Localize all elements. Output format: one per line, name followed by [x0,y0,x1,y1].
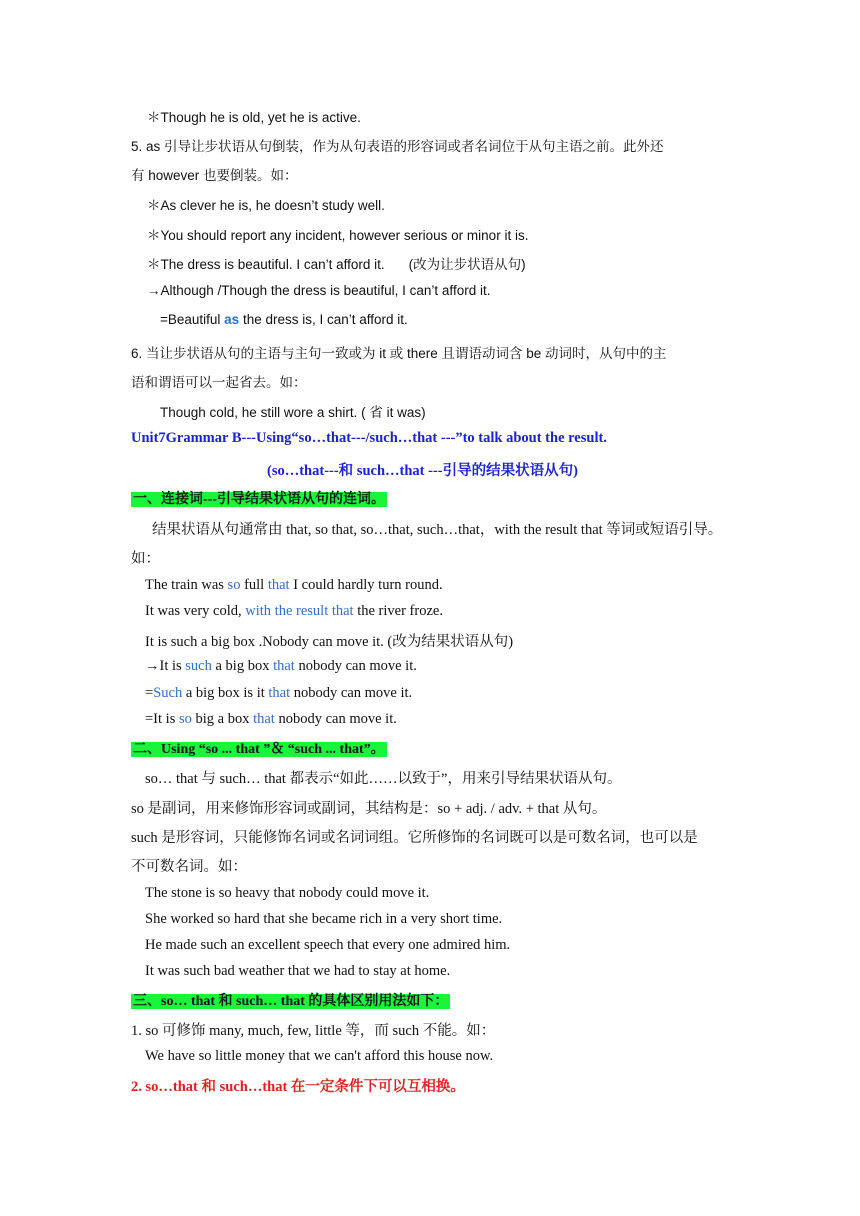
example-so-big-a-box: =It is so big a box that nobody can move it. [145,711,397,727]
such-explanation-2: 不可数名词。如： [131,859,247,875]
example-beautiful-as: =Beautiful as the dress is, I can’t afford it. [160,312,408,327]
rule-5-line-2: 有 however 也要倒装。如： [131,168,298,183]
unit-subtitle: (so…that---和 such…that ---引导的结果状语从句) [267,463,578,479]
so-explanation: so 是副词，用来修饰形容词或副词，其结构是：so + adj. / adv. + that 从句。 [131,801,607,817]
point-2: 2. so…that 和 such…that 在一定条件下可以互相换。 [131,1079,465,1095]
section-3-heading: 三、so… that 和 such… that 的具体区别用法如下： [133,994,449,1009]
point-1: 1. so 可修饰 many, much, few, little 等，而 such 不能。如： [131,1023,496,1039]
section-1-intro: 结果状语从句通常由 that, so that, so…that, such…that，with the result that 等词或短语引导。 [152,522,723,538]
example-very-cold: It was very cold, with the result that the river froze. [145,603,443,619]
section-1-heading: 一、连接词---引导结果状语从句的连词。 [133,492,385,507]
such-explanation-1: such 是形容词，只能修饰名词或名词词组。它所修饰的名词既可以是可数名词，也可以是 [131,830,698,846]
example-train-full: The train was so full that I could hardly turn round. [145,577,443,593]
rule-5-line-1: 5. as 引导让步状语从句倒装，作为从句表语的形容词或者名词位于从句主语之前。此外还 [131,139,664,154]
section-2-heading: 二、Using “so ... that ”＆ “such ... that”。 [133,742,385,757]
example-such-inverted: =Such a big box is it that nobody can move it. [145,685,413,701]
section-1-ru: 如： [131,551,160,567]
example-stone-heavy: The stone is so heavy that nobody could move it. [145,885,430,901]
example-such-big-box: →It is such a big box that nobody can move it. [145,658,417,674]
example-worked-hard: She worked so hard that she became rich in a very short time. [145,911,503,927]
example-excellent-speech: He made such an excellent speech that every one admired him. [145,937,511,953]
section-2-intro: so… that 与 such… that 都表示“如此……以致于”，用来引导结果状语从句。 [145,771,622,787]
rule-6-line-2: 语和谓语可以一起省去。如： [131,375,307,390]
rule-6-line-1: 6. 当让步状语从句的主语与主句一致或为 it 或 there 且谓语动词含 be 动词时，从句中的主 [131,346,667,361]
example-big-box: It is such a big box .Nobody can move it. (改为结果状语从句) [145,634,514,650]
example-dress-beautiful: ＊The dress is beautiful. I can’t afford it. (改为让步状语从句) [147,257,526,272]
example-little-money: We have so little money that we can't afford this house now. [145,1048,494,1064]
example-although-dress: →Although /Though the dress is beautiful, I can’t afford it. [147,283,491,298]
example-bad-weather: It was such bad weather that we had to stay at home. [145,963,451,979]
example-however-serious: ＊You should report any incident, however serious or minor it is. [147,228,529,243]
example-as-clever: ＊As clever he is, he doesn’t study well. [147,198,385,213]
example-though-old: ＊Though he is old, yet he is active. [147,110,361,125]
unit-title: Unit7Grammar B---Using“so…that---/such…that ---”to talk about the result. [131,430,607,446]
example-though-cold: Though cold, he still wore a shirt. ( 省 it was) [160,405,426,420]
